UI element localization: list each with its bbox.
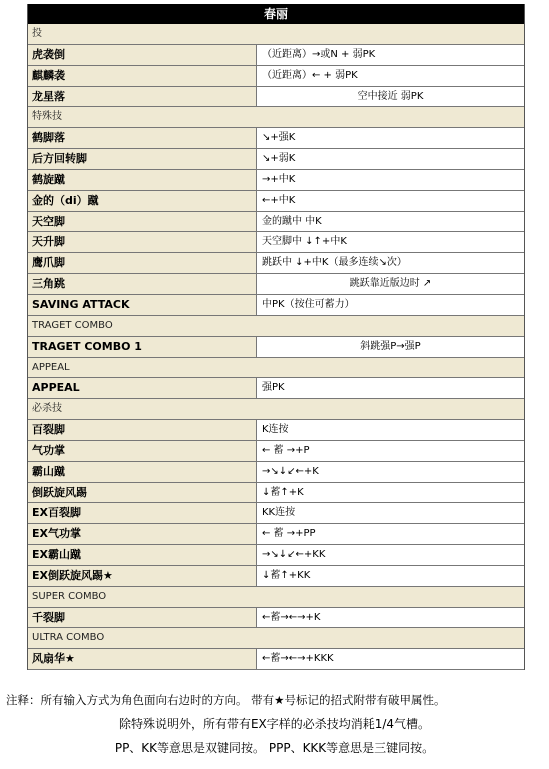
move-command: ↘+弱K <box>257 149 524 169</box>
move-command: ← 蓄 →+PP <box>257 524 524 544</box>
move-row <box>28 170 524 191</box>
move-name: 千裂脚 <box>28 608 257 628</box>
move-row <box>28 608 524 629</box>
move-row <box>28 66 524 87</box>
move-row <box>28 212 524 233</box>
move-command: ↓蓄↑+K <box>257 483 524 503</box>
move-row <box>28 420 524 441</box>
note-line-3: PP、KK等意思是双键同按。 PPP、KKK等意思是三键同按。 <box>114 741 435 755</box>
note-line-1: 注释：所有输入方式为角色面向右边时的方向。 带有★号标记的招式附带有破甲属性。 <box>6 693 446 707</box>
move-name: EX百裂脚 <box>28 503 257 523</box>
move-command: 中PK（按住可蓄力） <box>257 295 524 315</box>
move-row <box>28 649 524 670</box>
move-name: 龙星落 <box>28 87 257 107</box>
move-row <box>28 128 524 149</box>
move-command: 跳跃靠近版边时 ↗ <box>257 274 524 294</box>
move-name: 鹤脚落 <box>28 128 257 148</box>
move-list-table <box>27 4 525 670</box>
move-row <box>28 191 524 212</box>
move-command: →+中K <box>257 170 524 190</box>
move-command: 跳跃中 ↓+中K（最多连续↘次） <box>257 253 524 273</box>
move-row <box>28 253 524 274</box>
move-name: 百裂脚 <box>28 420 257 440</box>
move-name: 金的（di）蹴 <box>28 191 257 211</box>
move-command: ←蓄→←→+KKK <box>257 649 524 669</box>
move-row <box>28 149 524 170</box>
move-row <box>28 503 524 524</box>
move-row <box>28 524 524 545</box>
move-name: 天升脚 <box>28 232 257 252</box>
move-name: EX气功掌 <box>28 524 257 544</box>
move-command: →↘↓↙←+KK <box>257 545 524 565</box>
section-header <box>28 358 524 379</box>
section-label: 特殊技 <box>28 107 524 127</box>
move-name: 鹰爪脚 <box>28 253 257 273</box>
move-command: 强PK <box>257 378 524 398</box>
move-name: 后方回转脚 <box>28 149 257 169</box>
move-name: TRAGET COMBO 1 <box>28 337 257 357</box>
section-header <box>28 399 524 420</box>
notes <box>0 688 549 760</box>
move-name: SAVING ATTACK <box>28 295 257 315</box>
section-label: 投 <box>28 24 524 44</box>
note-line-2: 除特殊说明外，所有带有EX字样的必杀技均消耗1/4气槽。 <box>118 717 431 731</box>
move-command: ←蓄→←→+K <box>257 608 524 628</box>
move-row <box>28 566 524 587</box>
move-command: ↓蓄↑+KK <box>257 566 524 586</box>
move-command: 金的蹴中 中K <box>257 212 524 232</box>
move-command: KK连按 <box>257 503 524 523</box>
section-header <box>28 24 524 45</box>
section-header <box>28 628 524 649</box>
move-name: 鹤旋蹴 <box>28 170 257 190</box>
move-row <box>28 337 524 358</box>
move-row <box>28 462 524 483</box>
move-name: 风扇华★ <box>28 649 257 669</box>
move-command: （近距离）→或N + 弱PK <box>257 45 524 65</box>
move-name: EX倒跃旋风踢★ <box>28 566 257 586</box>
table-title: 春丽 <box>28 4 524 24</box>
section-label: APPEAL <box>28 358 524 378</box>
move-row <box>28 483 524 504</box>
section-label: ULTRA COMBO <box>28 628 524 648</box>
move-command: →↘↓↙←+K <box>257 462 524 482</box>
move-row <box>28 295 524 316</box>
move-row <box>28 274 524 295</box>
move-command: ↘+强K <box>257 128 524 148</box>
move-name: 三角跳 <box>28 274 257 294</box>
move-name: EX霸山蹴 <box>28 545 257 565</box>
move-name: 虎袭倒 <box>28 45 257 65</box>
move-name: 气功掌 <box>28 441 257 461</box>
table-body <box>28 24 524 670</box>
section-label: SUPER COMBO <box>28 587 524 607</box>
move-command: （近距离）← + 弱PK <box>257 66 524 86</box>
move-row <box>28 545 524 566</box>
move-command: ←+中K <box>257 191 524 211</box>
move-row <box>28 45 524 66</box>
move-name: 天空脚 <box>28 212 257 232</box>
move-command: 斜跳强P→强P <box>257 337 524 357</box>
section-header <box>28 107 524 128</box>
move-row <box>28 378 524 399</box>
move-command: K连按 <box>257 420 524 440</box>
move-name: APPEAL <box>28 378 257 398</box>
section-label: 必杀技 <box>28 399 524 419</box>
section-header <box>28 587 524 608</box>
move-name: 霸山蹴 <box>28 462 257 482</box>
move-name: 麒麟袭 <box>28 66 257 86</box>
move-name: 倒跃旋风踢 <box>28 483 257 503</box>
move-row <box>28 87 524 108</box>
move-command: ← 蓄 →+P <box>257 441 524 461</box>
move-row <box>28 441 524 462</box>
move-row <box>28 232 524 253</box>
section-header <box>28 316 524 337</box>
move-command: 空中接近 弱PK <box>257 87 524 107</box>
move-command: 天空脚中 ↓↑+中K <box>257 232 524 252</box>
section-label: TRAGET COMBO <box>28 316 524 336</box>
